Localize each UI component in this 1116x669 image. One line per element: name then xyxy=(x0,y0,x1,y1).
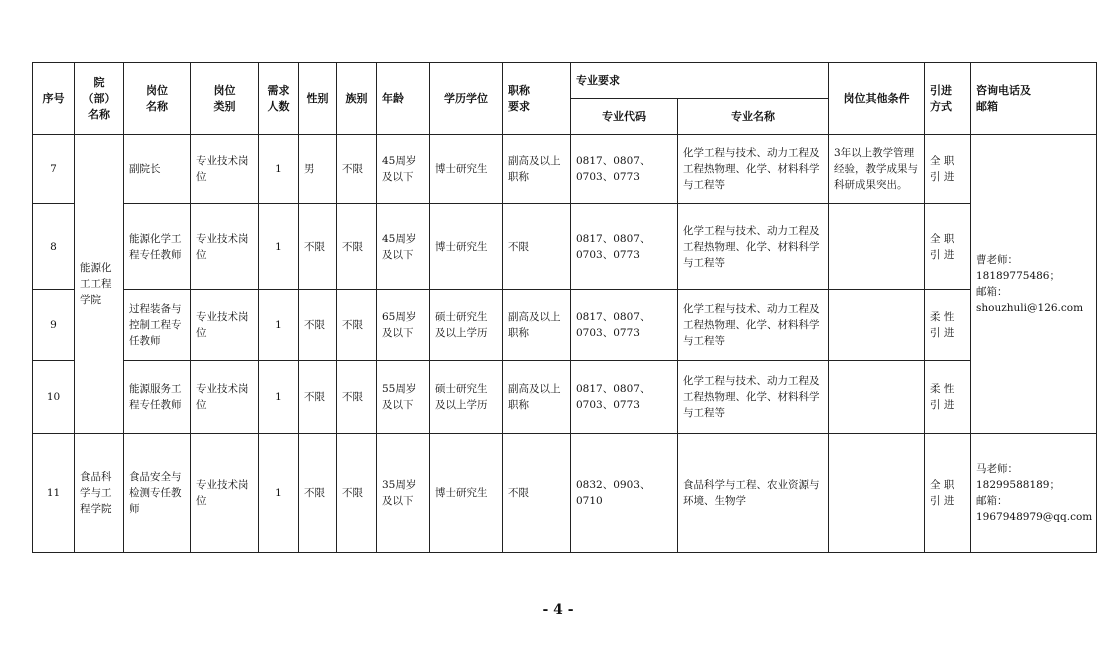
header-gender: 性别 xyxy=(299,63,337,135)
table-row xyxy=(33,290,1097,361)
cell-other: 3年以上教学管理经验，教学成果与科研成果突出。 xyxy=(829,135,925,204)
header-education: 学历学位 xyxy=(430,63,503,135)
cell-major: 食品科学与工程、农业资源与环境、生物学 xyxy=(678,434,829,553)
cell-count: 1 xyxy=(259,434,299,553)
header-ethnicity: 族别 xyxy=(337,63,377,135)
header-major-req: 专业要求 xyxy=(571,63,829,99)
cell-seq: 9 xyxy=(33,290,75,361)
cell-education: 博士研究生 xyxy=(430,434,503,553)
cell-gender: 男 xyxy=(299,135,337,204)
cell-education: 硕士研究生及以上学历 xyxy=(430,361,503,434)
cell-education: 博士研究生 xyxy=(430,204,503,290)
cell-method: 全 职 引 进 xyxy=(925,434,971,553)
cell-type: 专业技术岗位 xyxy=(191,290,259,361)
cell-type: 专业技术岗位 xyxy=(191,361,259,434)
cell-count: 1 xyxy=(259,361,299,434)
header-dept: 院（部） 名称 xyxy=(75,63,124,135)
header-title: 职称 要求 xyxy=(503,63,571,135)
cell-dept: 能源化工工程学院 xyxy=(75,135,124,434)
cell-ethnicity: 不限 xyxy=(337,290,377,361)
cell-code: 0817、0807、0703、0773 xyxy=(571,204,678,290)
cell-major: 化学工程与技术、动力工程及工程热物理、化学、材料科学与工程等 xyxy=(678,204,829,290)
cell-code: 0817、0807、0703、0773 xyxy=(571,135,678,204)
cell-seq: 10 xyxy=(33,361,75,434)
cell-count: 1 xyxy=(259,204,299,290)
cell-method: 柔 性 引 进 xyxy=(925,361,971,434)
cell-title: 副高及以上职称 xyxy=(503,361,571,434)
cell-contact: 曹老师：18189775486； 邮箱：shouzhuli@126.com xyxy=(971,135,1097,434)
cell-position: 副院长 xyxy=(124,135,191,204)
cell-other xyxy=(829,290,925,361)
cell-other xyxy=(829,204,925,290)
cell-seq: 7 xyxy=(33,135,75,204)
cell-position: 能源服务工程专任教师 xyxy=(124,361,191,434)
table-row xyxy=(33,434,1097,553)
cell-title: 副高及以上职称 xyxy=(503,290,571,361)
header-method: 引进 方式 xyxy=(925,63,971,135)
cell-title: 副高及以上职称 xyxy=(503,135,571,204)
recruitment-table xyxy=(32,62,1097,553)
cell-seq: 8 xyxy=(33,204,75,290)
cell-ethnicity: 不限 xyxy=(337,204,377,290)
cell-position: 能源化学工程专任教师 xyxy=(124,204,191,290)
cell-age: 35周岁及以下 xyxy=(377,434,430,553)
header-major-code: 专业代码 xyxy=(571,99,678,135)
header-major-name: 专业名称 xyxy=(678,99,829,135)
cell-ethnicity: 不限 xyxy=(337,135,377,204)
cell-education: 博士研究生 xyxy=(430,135,503,204)
header-position-type: 岗位 类别 xyxy=(191,63,259,135)
cell-gender: 不限 xyxy=(299,204,337,290)
page-number: - 4 - xyxy=(542,602,574,618)
cell-count: 1 xyxy=(259,290,299,361)
cell-other xyxy=(829,361,925,434)
header-contact: 咨询电话及 邮箱 xyxy=(971,63,1097,135)
cell-major: 化学工程与技术、动力工程及工程热物理、化学、材料科学与工程等 xyxy=(678,361,829,434)
cell-age: 65周岁及以下 xyxy=(377,290,430,361)
cell-method: 柔 性 引 进 xyxy=(925,290,971,361)
cell-type: 专业技术岗位 xyxy=(191,434,259,553)
cell-gender: 不限 xyxy=(299,434,337,553)
table-row xyxy=(33,135,1097,204)
table-row xyxy=(33,204,1097,290)
cell-ethnicity: 不限 xyxy=(337,434,377,553)
cell-seq: 11 xyxy=(33,434,75,553)
cell-type: 专业技术岗位 xyxy=(191,135,259,204)
header-seq: 序号 xyxy=(33,63,75,135)
cell-gender: 不限 xyxy=(299,290,337,361)
cell-major: 化学工程与技术、动力工程及工程热物理、化学、材料科学与工程等 xyxy=(678,290,829,361)
cell-method: 全 职 引 进 xyxy=(925,135,971,204)
cell-title: 不限 xyxy=(503,204,571,290)
cell-ethnicity: 不限 xyxy=(337,361,377,434)
cell-title: 不限 xyxy=(503,434,571,553)
cell-age: 55周岁及以下 xyxy=(377,361,430,434)
cell-age: 45周岁及以下 xyxy=(377,135,430,204)
header-position: 岗位 名称 xyxy=(124,63,191,135)
cell-other xyxy=(829,434,925,553)
cell-education: 硕士研究生及以上学历 xyxy=(430,290,503,361)
cell-contact: 马老师：18299588189； 邮箱：1967948979@qq.com xyxy=(971,434,1097,553)
cell-age: 45周岁及以下 xyxy=(377,204,430,290)
header-count: 需求 人数 xyxy=(259,63,299,135)
header-age: 年龄 xyxy=(377,63,430,135)
cell-position: 食品安全与检测专任教师 xyxy=(124,434,191,553)
cell-code: 0817、0807、0703、0773 xyxy=(571,290,678,361)
cell-count: 1 xyxy=(259,135,299,204)
cell-major: 化学工程与技术、动力工程及工程热物理、化学、材料科学与工程等 xyxy=(678,135,829,204)
cell-type: 专业技术岗位 xyxy=(191,204,259,290)
header-other: 岗位其他条件 xyxy=(829,63,925,135)
cell-dept: 食品科学与工程学院 xyxy=(75,434,124,553)
table-row xyxy=(33,361,1097,434)
cell-position: 过程装备与控制工程专任教师 xyxy=(124,290,191,361)
cell-code: 0817、0807、0703、0773 xyxy=(571,361,678,434)
cell-method: 全 职 引 进 xyxy=(925,204,971,290)
cell-code: 0832、0903、0710 xyxy=(571,434,678,553)
cell-gender: 不限 xyxy=(299,361,337,434)
